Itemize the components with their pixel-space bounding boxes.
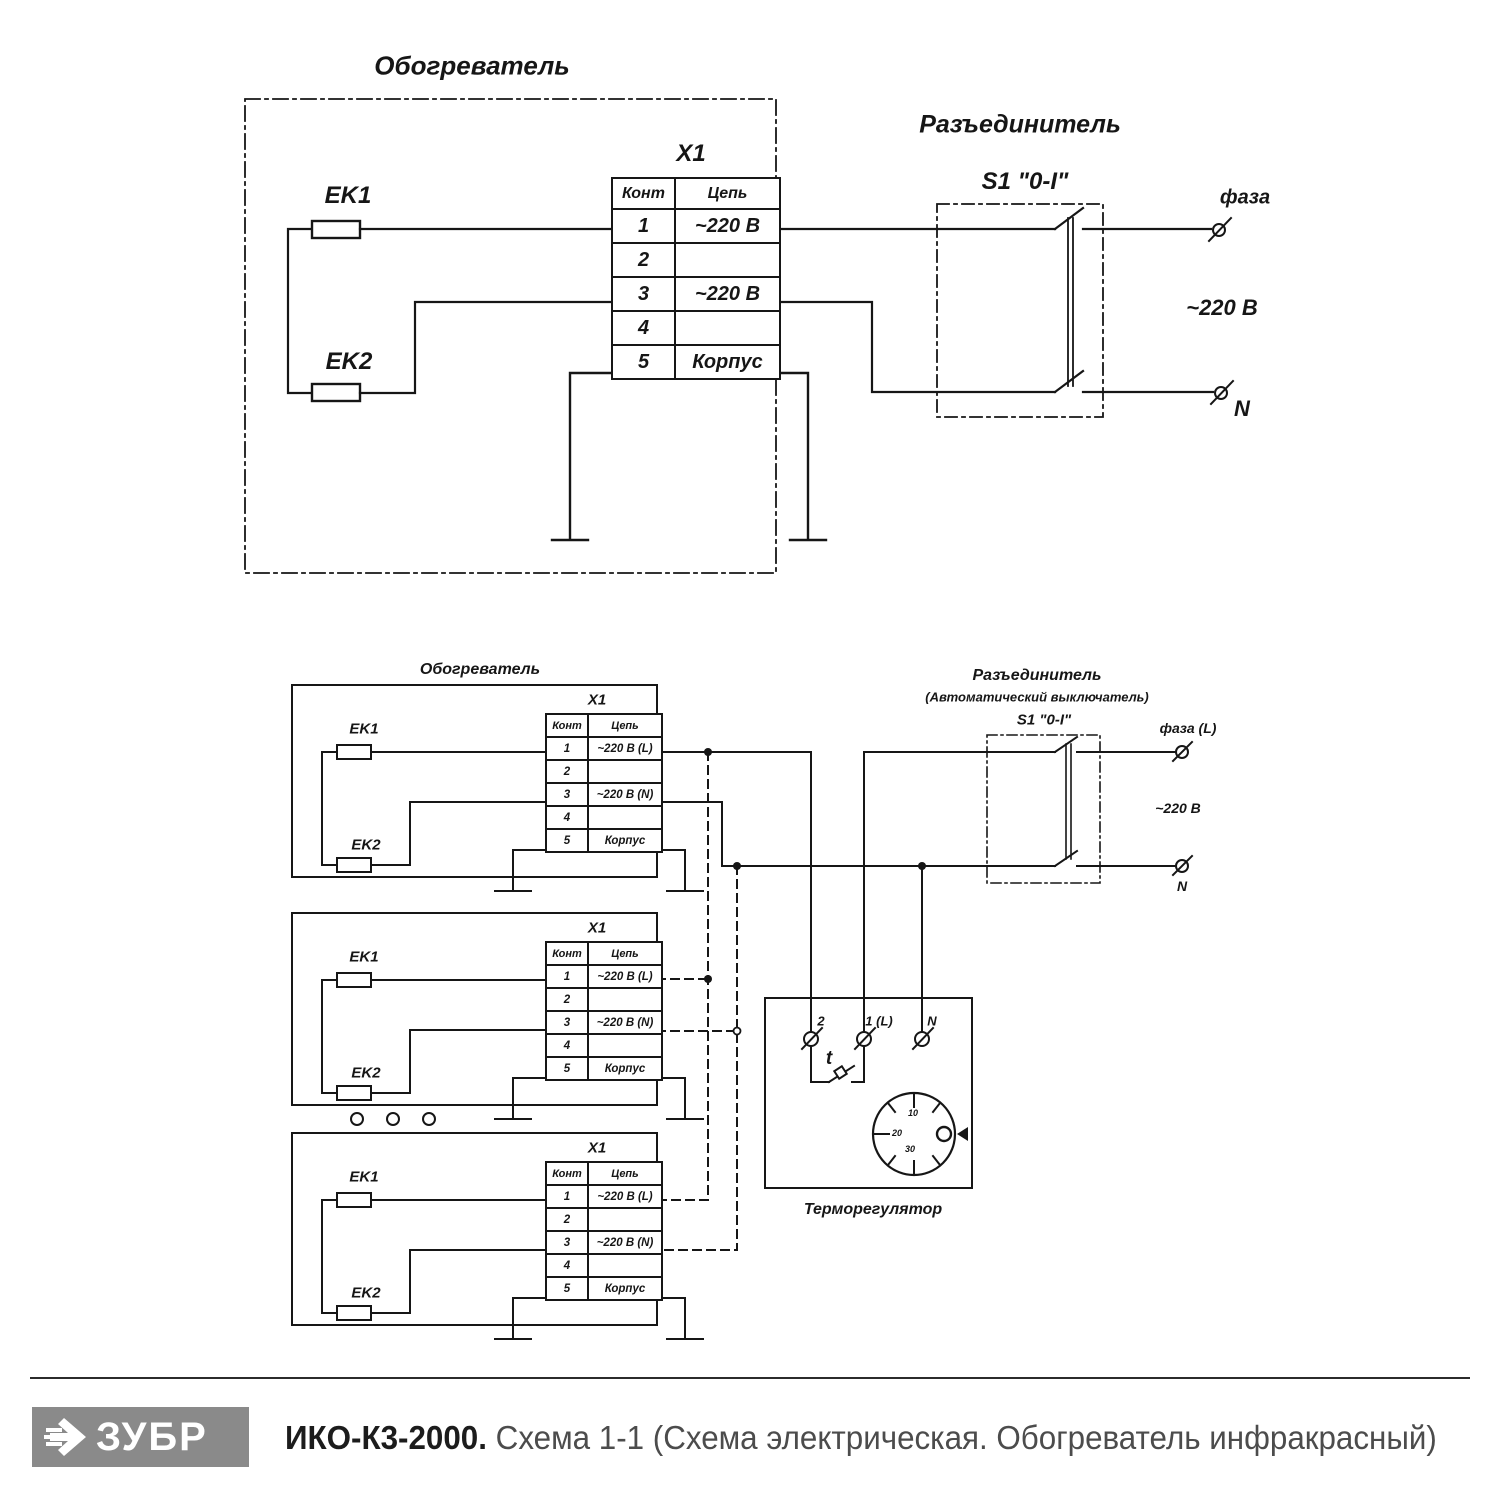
d1-neutral-wire-in xyxy=(775,302,1055,392)
table-header-row xyxy=(612,178,780,209)
d2-neutral-label: N xyxy=(1176,878,1188,894)
col-header-circuit: Цепь xyxy=(588,714,662,737)
d1-x1-label: X1 xyxy=(676,140,706,167)
thermostat-dial xyxy=(873,1093,968,1175)
dial-20-label: 20 xyxy=(891,1128,903,1138)
d1-disconnector-title: Разъединитель xyxy=(919,110,1121,139)
d2-h2-left-loop xyxy=(322,980,337,1093)
table-row xyxy=(546,1231,662,1254)
d1-neutral-label: N xyxy=(1234,396,1250,421)
dial-knob-marker xyxy=(937,1127,951,1141)
d2-h1-x1-label: X1 xyxy=(587,691,607,709)
pin-cell: 2 xyxy=(546,988,588,1011)
col-header-pin: Конт xyxy=(546,1162,588,1185)
circuit-cell: ~220 В (L) xyxy=(588,965,662,988)
table-row xyxy=(612,277,780,311)
d2-h2-x1-table xyxy=(545,941,663,1081)
table-row xyxy=(546,1034,662,1057)
ellipsis-dot xyxy=(423,1113,435,1125)
pin-cell: 2 xyxy=(546,1208,588,1231)
circuit-cell xyxy=(588,988,662,1011)
d2-h1-left-loop xyxy=(322,752,337,865)
circuit-cell xyxy=(588,1254,662,1277)
pin-cell: 4 xyxy=(612,311,675,345)
footer-separator xyxy=(30,1377,1470,1379)
dial-pointer-triangle-icon xyxy=(957,1127,968,1141)
d2-h2-x1-label: X1 xyxy=(587,919,607,937)
table-row xyxy=(612,345,780,379)
table-row xyxy=(546,1208,662,1231)
d2-voltage-label: ~220 В xyxy=(1155,800,1201,816)
d2-h1-neutral-out xyxy=(657,802,722,866)
pin-cell: 4 xyxy=(546,1254,588,1277)
dial-tick xyxy=(888,1156,895,1165)
circuit-cell: ~220 В xyxy=(675,277,780,311)
d1-switch-blade-bottom xyxy=(1055,371,1083,392)
thermostat-terminal-n-label: N xyxy=(927,1013,937,1029)
table-header-row xyxy=(546,1162,662,1185)
col-header-pin: Конт xyxy=(546,714,588,737)
zubr-arrow-icon xyxy=(44,1414,90,1460)
circuit-cell: ~220 В (L) xyxy=(588,737,662,760)
col-header-pin: Конт xyxy=(546,942,588,965)
d1-switch-label: S1 "0-I" xyxy=(981,168,1069,195)
d2-disconnector-title: Разъединитель xyxy=(972,667,1102,684)
d1-phase-label: фаза xyxy=(1219,186,1271,209)
d2-disconnector-subtitle: (Автоматический выключатель) xyxy=(925,689,1149,705)
table-row xyxy=(546,1011,662,1034)
ellipsis-dot xyxy=(351,1113,363,1125)
circuit-cell xyxy=(675,311,780,345)
d1-switch-linkage xyxy=(1068,218,1073,386)
dial-30-label: 30 xyxy=(904,1144,916,1154)
d1-resistor-ek1 xyxy=(312,221,360,238)
d1-ground-right xyxy=(775,373,826,540)
d2-h3-ek2-label: EK2 xyxy=(351,1284,381,1302)
table-row xyxy=(546,965,662,988)
pin-cell: 1 xyxy=(546,965,588,988)
d2-h1-ek2-label: EK2 xyxy=(351,836,381,854)
table-row xyxy=(546,806,662,829)
d1-ek2-wire xyxy=(360,302,611,393)
circuit-cell xyxy=(588,806,662,829)
d1-left-loop-wire xyxy=(288,229,312,393)
d2-h1-resistor-ek2 xyxy=(337,858,371,872)
circuit-cell xyxy=(588,1034,662,1057)
d2-h2-ek2-label: EK2 xyxy=(351,1064,381,1082)
d2-h2-resistor-ek2 xyxy=(337,1086,371,1100)
pin-cell: 2 xyxy=(612,243,675,277)
col-header-circuit: Цепь xyxy=(675,178,780,209)
d2-s1-dashdot-box xyxy=(987,735,1100,883)
circuit-cell xyxy=(588,760,662,783)
d2-wire-thermostat-1l-to-switch xyxy=(864,752,1055,1032)
table-row xyxy=(612,311,780,345)
d2-h1-x1-table xyxy=(545,713,663,853)
d2-switch-label: S1 "0-I" xyxy=(1016,711,1072,729)
table-row xyxy=(546,783,662,806)
pin-cell: 1 xyxy=(546,737,588,760)
table-row xyxy=(546,1254,662,1277)
d2-phase-label: фаза (L) xyxy=(1159,720,1217,736)
d2-h2-resistor-ek1 xyxy=(337,973,371,987)
circuit-cell: Корпус xyxy=(675,345,780,379)
table-row xyxy=(546,829,662,852)
d2-h2-ground-right xyxy=(657,1078,703,1119)
brand-logo xyxy=(32,1407,249,1467)
d2-h3-ek1-label: EK1 xyxy=(349,1168,379,1186)
junction-node-open xyxy=(734,1028,741,1035)
table-row xyxy=(612,243,780,277)
d1-heater-title: Обогреватель xyxy=(374,50,570,81)
d2-h3-ground-right xyxy=(657,1298,703,1339)
d1-voltage-label: ~220 В xyxy=(1186,295,1258,320)
d2-phase-dashed-bus xyxy=(657,752,708,1200)
d2-h1-ground-left xyxy=(495,850,545,891)
circuit-cell: Корпус xyxy=(588,1057,662,1080)
d1-switch-blade-top xyxy=(1055,208,1083,229)
col-header-pin: Конт xyxy=(612,178,675,209)
d2-h3-resistor-ek1 xyxy=(337,1193,371,1207)
d2-h3-ek2-wire xyxy=(371,1250,545,1313)
pin-cell: 3 xyxy=(612,277,675,311)
col-header-circuit: Цепь xyxy=(588,1162,662,1185)
d1-disconnector xyxy=(775,204,1233,417)
dial-tick xyxy=(888,1103,895,1112)
table-header-row xyxy=(546,942,662,965)
d2-heater-title: Обогреватель xyxy=(419,661,541,678)
pin-cell: 5 xyxy=(612,345,675,379)
brand-name: ЗУБР xyxy=(96,1415,208,1459)
d1-resistor-ek2 xyxy=(312,384,360,401)
drawing-caption: Схема 1-1 (Схема электрическая. Обогреватель инфракрасный) xyxy=(495,1419,1437,1456)
thermostat-terminal-2-label: 2 xyxy=(817,1013,825,1029)
d2-h1-ek2-wire xyxy=(371,802,545,865)
d2-h3-left-loop xyxy=(322,1200,337,1313)
table-header-row xyxy=(546,714,662,737)
thermal-contact-label: t xyxy=(825,1048,833,1069)
circuit-cell: Корпус xyxy=(588,829,662,852)
d2-h3-x1-label: X1 xyxy=(587,1139,607,1157)
pin-cell: 3 xyxy=(546,1231,588,1254)
junction-dot xyxy=(733,862,741,870)
junction-dot xyxy=(918,862,926,870)
d2-heater2 xyxy=(292,913,737,1119)
ellipsis-dot xyxy=(387,1113,399,1125)
d2-switch-linkage xyxy=(1066,744,1071,859)
circuit-cell: ~220 В (N) xyxy=(588,1231,662,1254)
d1-x1-table xyxy=(611,177,781,380)
pin-cell: 4 xyxy=(546,806,588,829)
d2-h3-resistor-ek2 xyxy=(337,1306,371,1320)
d2-h1-ground-right xyxy=(657,850,703,891)
table-row xyxy=(546,1185,662,1208)
d2-h1-resistor-ek1 xyxy=(337,745,371,759)
pin-cell: 3 xyxy=(546,783,588,806)
dial-tick xyxy=(933,1156,940,1165)
d1-ground-wires xyxy=(552,373,826,540)
thermostat-title: Терморегулятор xyxy=(803,1201,943,1218)
pin-cell: 1 xyxy=(546,1185,588,1208)
d2-h3-x1-table xyxy=(545,1161,663,1301)
d2-h2-ek2-wire xyxy=(371,1030,545,1093)
junction-dot xyxy=(704,748,712,756)
circuit-cell: Корпус xyxy=(588,1277,662,1300)
circuit-cell: ~220 В (L) xyxy=(588,1185,662,1208)
d2-more-heaters-ellipsis xyxy=(351,1113,435,1125)
table-row xyxy=(546,760,662,783)
circuit-cell xyxy=(675,243,780,277)
pin-cell: 1 xyxy=(612,209,675,243)
pin-cell: 3 xyxy=(546,1011,588,1034)
d1-ek2-label: EK2 xyxy=(325,348,373,375)
table-row xyxy=(546,1277,662,1300)
pin-cell: 5 xyxy=(546,1057,588,1080)
thermal-switch-right-wire xyxy=(852,1046,864,1082)
pin-cell: 4 xyxy=(546,1034,588,1057)
col-header-circuit: Цепь xyxy=(588,942,662,965)
d1-ek1-label: EK1 xyxy=(324,182,372,209)
table-row xyxy=(546,1057,662,1080)
d2-neutral-dashed-bus xyxy=(657,866,737,1250)
d1-ground-left xyxy=(552,373,611,540)
junction-dot xyxy=(704,975,712,983)
d2-h2-ground-left xyxy=(495,1078,545,1119)
thermostat-terminal-1l-label: 1 (L) xyxy=(865,1013,893,1029)
pin-cell: 5 xyxy=(546,1277,588,1300)
table-row xyxy=(612,209,780,243)
drawing-title xyxy=(285,1419,1437,1457)
d2-h1-ek1-label: EK1 xyxy=(349,720,379,738)
model-number: ИКО-К3-2000. xyxy=(285,1419,487,1456)
circuit-cell: ~220 В xyxy=(675,209,780,243)
table-row xyxy=(546,737,662,760)
pin-cell: 5 xyxy=(546,829,588,852)
dial-10-label: 10 xyxy=(907,1108,919,1118)
table-row xyxy=(546,988,662,1011)
circuit-cell: ~220 В (N) xyxy=(588,783,662,806)
dial-tick xyxy=(933,1103,940,1112)
circuit-cell xyxy=(588,1208,662,1231)
d2-h3-ground-left xyxy=(495,1298,545,1339)
pin-cell: 2 xyxy=(546,760,588,783)
d2-h2-ek1-label: EK1 xyxy=(349,948,379,966)
d1-s1-dashdot-box xyxy=(937,204,1103,417)
circuit-cell: ~220 В (N) xyxy=(588,1011,662,1034)
